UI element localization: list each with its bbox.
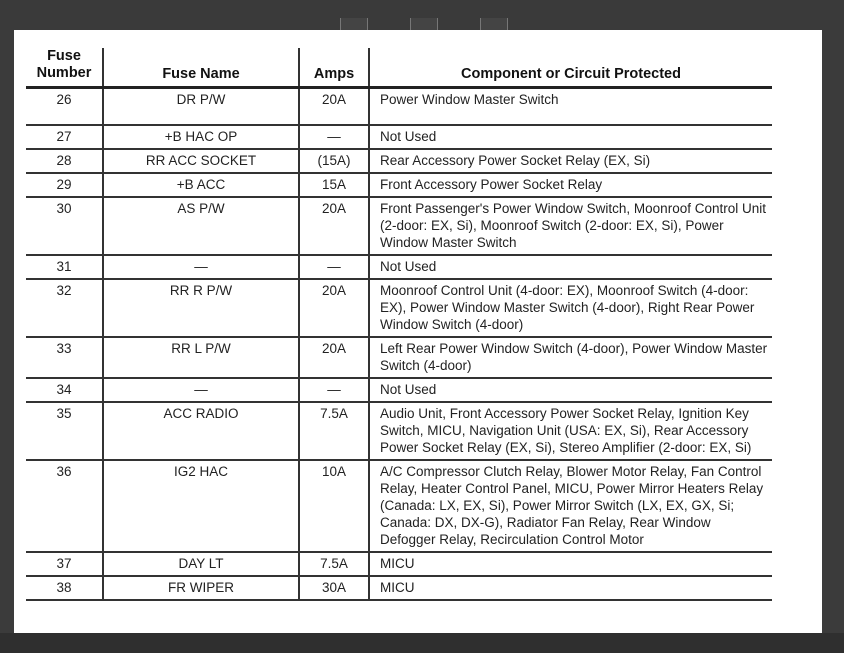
header-amps: Amps bbox=[299, 48, 369, 88]
component-cell: Rear Accessory Power Socket Relay (EX, Si) bbox=[369, 149, 772, 173]
amps-cell: 20A bbox=[299, 337, 369, 378]
document-page bbox=[14, 30, 822, 633]
header-component: Component or Circuit Protected bbox=[369, 48, 772, 88]
fuse-number-cell: 33 bbox=[26, 337, 103, 378]
header-fuse-name: Fuse Name bbox=[103, 48, 299, 88]
fuse-name-cell: AS P/W bbox=[103, 197, 299, 255]
fuse-name-cell: RR R P/W bbox=[103, 279, 299, 337]
fuse-number-cell: 38 bbox=[26, 576, 103, 600]
component-cell: Audio Unit, Front Accessory Power Socket Relay, Ignition Key Switch, MICU, Navigation Unit (USA: EX, Si), Rear Accessory Power Socket Relay (EX, Si), Stereo Amplifier (2-door: EX, Si) bbox=[369, 402, 772, 460]
amps-cell: — bbox=[299, 255, 369, 279]
component-cell: Power Window Master Switch bbox=[369, 88, 772, 126]
amps-cell: — bbox=[299, 125, 369, 149]
fuse-name-cell: FR WIPER bbox=[103, 576, 299, 600]
fuse-number-cell: 36 bbox=[26, 460, 103, 552]
table-row bbox=[26, 88, 772, 126]
fuse-number-cell: 28 bbox=[26, 149, 103, 173]
fuse-table bbox=[26, 48, 772, 601]
table-row bbox=[26, 576, 772, 600]
fuse-number-cell: 34 bbox=[26, 378, 103, 402]
amps-cell: 15A bbox=[299, 173, 369, 197]
amps-cell: 20A bbox=[299, 88, 369, 126]
fuse-name-cell: ACC RADIO bbox=[103, 402, 299, 460]
left-margin bbox=[0, 30, 14, 633]
table-row bbox=[26, 197, 772, 255]
component-cell: Not Used bbox=[369, 378, 772, 402]
fuse-name-cell: IG2 HAC bbox=[103, 460, 299, 552]
table-row bbox=[26, 552, 772, 576]
fuse-number-cell: 27 bbox=[26, 125, 103, 149]
fuse-number-cell: 35 bbox=[26, 402, 103, 460]
fuse-number-cell: 31 bbox=[26, 255, 103, 279]
amps-cell: 10A bbox=[299, 460, 369, 552]
component-cell: MICU bbox=[369, 576, 772, 600]
fuse-name-cell: — bbox=[103, 255, 299, 279]
amps-cell: 7.5A bbox=[299, 402, 369, 460]
component-cell: Left Rear Power Window Switch (4-door), Power Window Master Switch (4-door) bbox=[369, 337, 772, 378]
table-row bbox=[26, 255, 772, 279]
fuse-name-cell: +B HAC OP bbox=[103, 125, 299, 149]
fuse-name-cell: RR L P/W bbox=[103, 337, 299, 378]
component-cell: Not Used bbox=[369, 125, 772, 149]
component-cell: Front Accessory Power Socket Relay bbox=[369, 173, 772, 197]
component-cell: Moonroof Control Unit (4-door: EX), Moonroof Switch (4-door: EX), Power Window Master Switch (4-door), Right Rear Power Window Switch (4-door) bbox=[369, 279, 772, 337]
fuse-number-cell: 37 bbox=[26, 552, 103, 576]
header-fuse-number: Fuse Number bbox=[26, 48, 103, 88]
fuse-name-cell: DAY LT bbox=[103, 552, 299, 576]
fuse-name-cell: +B ACC bbox=[103, 173, 299, 197]
component-cell: MICU bbox=[369, 552, 772, 576]
fuse-name-cell: — bbox=[103, 378, 299, 402]
table-row bbox=[26, 460, 772, 552]
table-row bbox=[26, 173, 772, 197]
fuse-name-cell: RR ACC SOCKET bbox=[103, 149, 299, 173]
component-cell: Not Used bbox=[369, 255, 772, 279]
component-cell: Front Passenger's Power Window Switch, Moonroof Control Unit (2-door: EX, Si), Moonroof Switch (2-door: EX, Si), Power Window Master Switch bbox=[369, 197, 772, 255]
amps-cell: 20A bbox=[299, 279, 369, 337]
fuse-name-cell: DR P/W bbox=[103, 88, 299, 126]
background-top-bar bbox=[0, 0, 844, 30]
fuse-number-cell: 26 bbox=[26, 88, 103, 126]
fuse-number-cell: 32 bbox=[26, 279, 103, 337]
amps-cell: 20A bbox=[299, 197, 369, 255]
table-row bbox=[26, 279, 772, 337]
table-row bbox=[26, 149, 772, 173]
table-row bbox=[26, 378, 772, 402]
table-row bbox=[26, 125, 772, 149]
table-row bbox=[26, 402, 772, 460]
component-cell: A/C Compressor Clutch Relay, Blower Motor Relay, Fan Control Relay, Heater Control Panel, MICU, Power Mirror Heaters Relay (Canada: LX, EX, Si), Power Mirror Switch (LX, EX, GX, Si; Canada: DX, DX-G), Radiator Fan Relay, Rear Window Defogger Relay, Recirculation Control Motor bbox=[369, 460, 772, 552]
fuse-number-cell: 30 bbox=[26, 197, 103, 255]
amps-cell: (15A) bbox=[299, 149, 369, 173]
fuse-number-cell: 29 bbox=[26, 173, 103, 197]
amps-cell: — bbox=[299, 378, 369, 402]
amps-cell: 7.5A bbox=[299, 552, 369, 576]
table-row bbox=[26, 337, 772, 378]
right-margin bbox=[822, 30, 844, 633]
table-header-row bbox=[26, 48, 772, 88]
amps-cell: 30A bbox=[299, 576, 369, 600]
